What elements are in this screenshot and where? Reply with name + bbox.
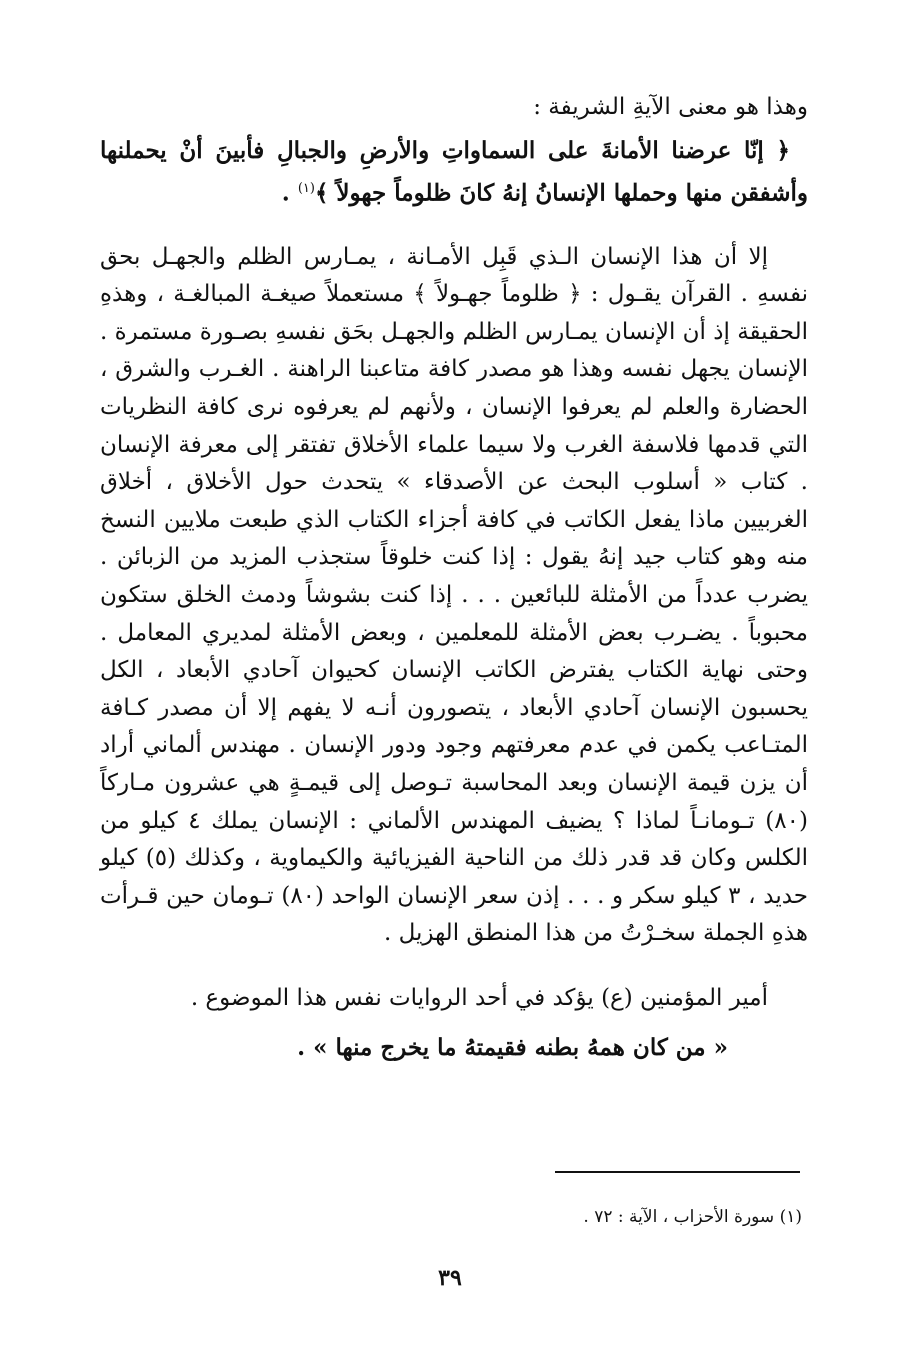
footnote: (١) سورة الأحزاب ، الآية : ٧٢ . [583,1207,802,1227]
verse-text: ﴿ إنّا عرضنا الأمانةَ على السماواتِ والأرضِ والجبالِ فأبينَ أنْ يحملنها وأشفقن منها وحملها الإنسانُ إنهُ كانَ ظلوماً جهولاً ﴾ [100,137,808,207]
verse-end: . [281,179,298,207]
page-body [100,88,808,1067]
quran-verse [100,132,808,213]
hadith-end: . [297,1033,314,1061]
footnote-reference: (١) [297,181,315,196]
hadith-text: « من كان همهُ بطنه فقيمتهُ ما يخرج منها » [313,1033,728,1061]
intro-line: وهذا هو معنى الآيةِ الشريفة : [533,94,808,120]
narration-intro: أمير المؤمنين (ع) يؤكد في أحد الروايات نفس هذا الموضوع . [190,984,768,1011]
hadith-quote [100,1029,808,1067]
footnote-divider [555,1171,800,1173]
main-paragraph: إلا أن هذا الإنسان الـذي قَبِل الأمـانة ، يمـارس الظلم والجهـل بحق نفسهِ . القرآن يقـول : ﴿ ظلوماً جهـولاً ﴾ مستعملاً صيغـة المبالغـة ، وهذهِ الحقيقة إذ أن الإنسان يمـارس الظلم والجهـل بحَق نفسهِ بصـورة مستمرة . الإنسان يجهل نفسه وهذا هو مصدر كافة متاعبنا الراهنة . الغـرب والشرق ، الحضارة والعلم لم يعرفوا الإنسان ، ولأنهم لم يعرفوه نرى كافة النظريات التي قدمها فلاسفة الغرب ولا سيما علماء الأخلاق تفتقر إلى معرفة الإنسان . كتاب « أسلوب البحث عن الأصدقاء » يتحدث حول الأخلاق ، أخلاق الغربيين ماذا يفعل الكاتب في كافة أجزاء الكتاب الذي طبعت ملايين النسخ منه وهو كتاب جيد إنهُ يقول : إذا كنت خلوقاً ستجذب المزيد من الزبائن . يضرب عدداً من الأمثلة للبائعين . . . إذا كنت بشوشاً ودمث الخلق ستكون محبوباً . يضـرب بعض الأمثلة للمعلمين ، وبعض الأمثلة لمديري المعامل . وحتى نهاية الكتاب يفترض الكاتب الإنسان كحيوان آحادي الأبعاد ، الكل يحسبون الإنسان آحادي الأبعاد ، يتصورون أنـه لا يفهم إلا أن مصدر كـافة المتـاعب يكمن في عدم معرفتهم وجود ودور الإنسان . مهندس ألماني أراد أن يزن قيمة الإنسان وبعد المحاسبة تـوصل إلى قيمـةٍ هي عشرون مـاركاً (٨٠) تـومانـاً لماذا ؟ يضيف المهندس الألماني : الإنسان يملك ٤ كيلو من الكلس وكان قد قدر ذلك من الناحية الفيزيائية والكيماوية ، وكذلك (٥) كيلو حديد ، ٣ كيلو سكر و . . . إذن سعر الإنسان الواحد (٨٠) تـومان حين قـرأت هذهِ الجملة سخـرْتُ من هذا المنطق الهزيل . [100,243,809,947]
page-number: ٣٩ [438,1265,462,1291]
